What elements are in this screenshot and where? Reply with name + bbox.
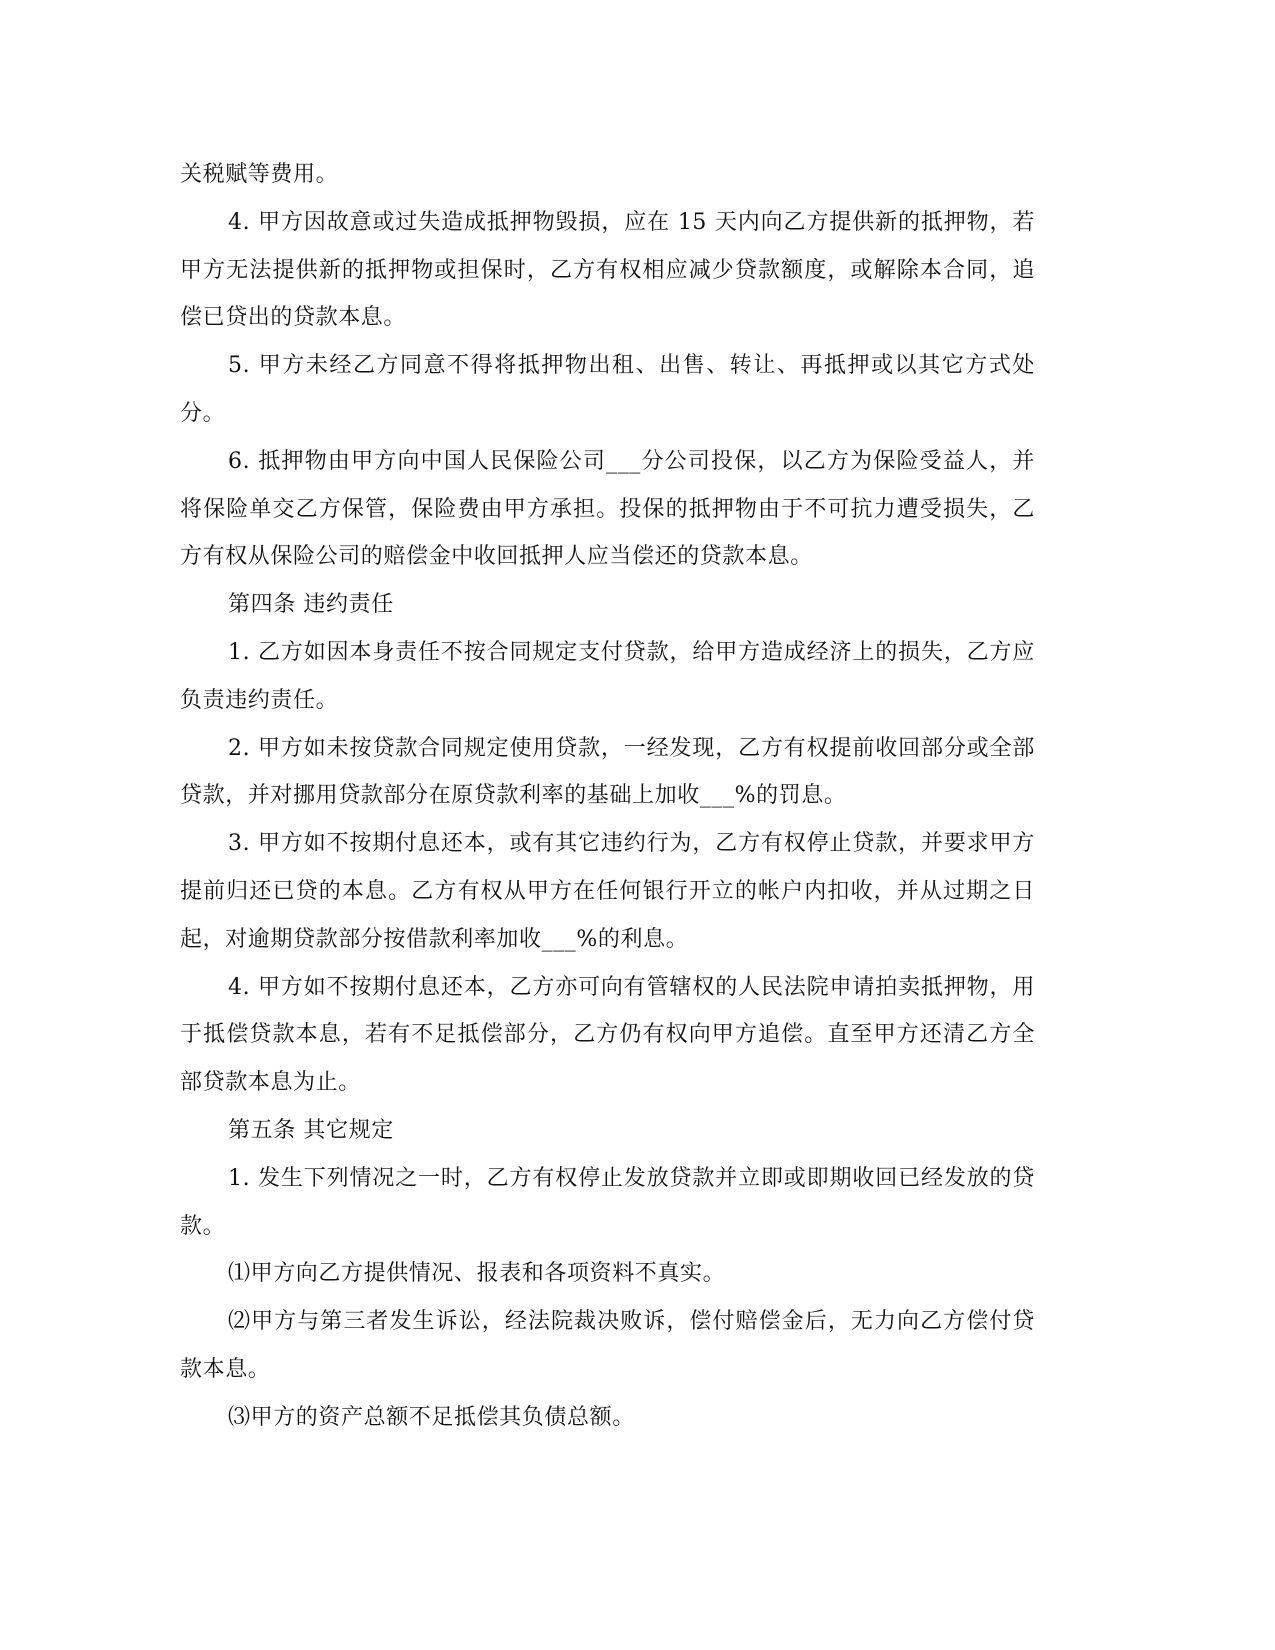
section-heading-article-5: 第五条 其它规定	[228, 1117, 394, 1143]
paragraph-clause-3-4: 4. 甲方因故意或过失造成抵押物毁损，应在 15 天内向乙方提供新的抵押物，若甲方无法提供新的抵押物或担保时，乙方有权相应减少贷款额度，或解除本合同，追偿已贷出的贷款本息。	[180, 209, 1035, 331]
paragraph-clause-5-1: 1. 发生下列情况之一时，乙方有权停止发放贷款并立即或即期收回已经发放的贷款。	[180, 1165, 1035, 1239]
paragraph-clause-4-2: 2. 甲方如未按贷款合同规定使用贷款，一经发现，乙方有权提前收回部分或全部贷款，并对挪用贷款部分在原贷款利率的基础上加收___%的罚息。	[180, 735, 1035, 809]
paragraph-item-2: ⑵甲方与第三者发生诉讼，经法院裁决败诉，偿付赔偿金后，无力向乙方偿付贷款本息。	[180, 1309, 1035, 1382]
paragraph-clause-3-6: 6. 抵押物由甲方向中国人民保险公司___分公司投保，以乙方为保险受益人，并将保险单交乙方保管，保险费由甲方承担。投保的抵押物由于不可抗力遭受损失，乙方有权从保险公司的赔偿金中收回抵押人应当偿还的贷款本息。	[180, 448, 1035, 570]
paragraph-clause-4-3: 3. 甲方如不按期付息还本，或有其它违约行为，乙方有权停止贷款，并要求甲方提前归还已贷的本息。乙方有权从甲方在任何银行开立的帐户内扣收，并从过期之日起，对逾期贷款部分按借款利率加收___%的利息。	[180, 831, 1035, 952]
paragraph-clause-4-4: 4. 甲方如不按期付息还本，乙方亦可向有管辖权的人民法院申请拍卖抵押物，用于抵偿贷款本息，若有不足抵偿部分，乙方仍有权向甲方追偿。直至甲方还清乙方全部贷款本息为止。	[180, 974, 1035, 1096]
paragraph-item-3: ⑶甲方的资产总额不足抵偿其负债总额。	[228, 1404, 635, 1430]
paragraph-clause-4-1: 1. 乙方如因本身责任不按合同规定支付贷款，给甲方造成经济上的损失，乙方应负责违约责任。	[180, 639, 1035, 713]
paragraph-item-1: ⑴甲方向乙方提供情况、报表和各项资料不真实。	[228, 1261, 726, 1287]
document-page	[180, 151, 1035, 1442]
section-heading-article-4: 第四条 违约责任	[228, 592, 394, 618]
paragraph-clause-3-5: 5. 甲方未经乙方同意不得将抵押物出租、出售、转让、再抵押或以其它方式处分。	[180, 353, 1035, 426]
paragraph-continuation: 关税赋等费用。	[180, 162, 339, 187]
